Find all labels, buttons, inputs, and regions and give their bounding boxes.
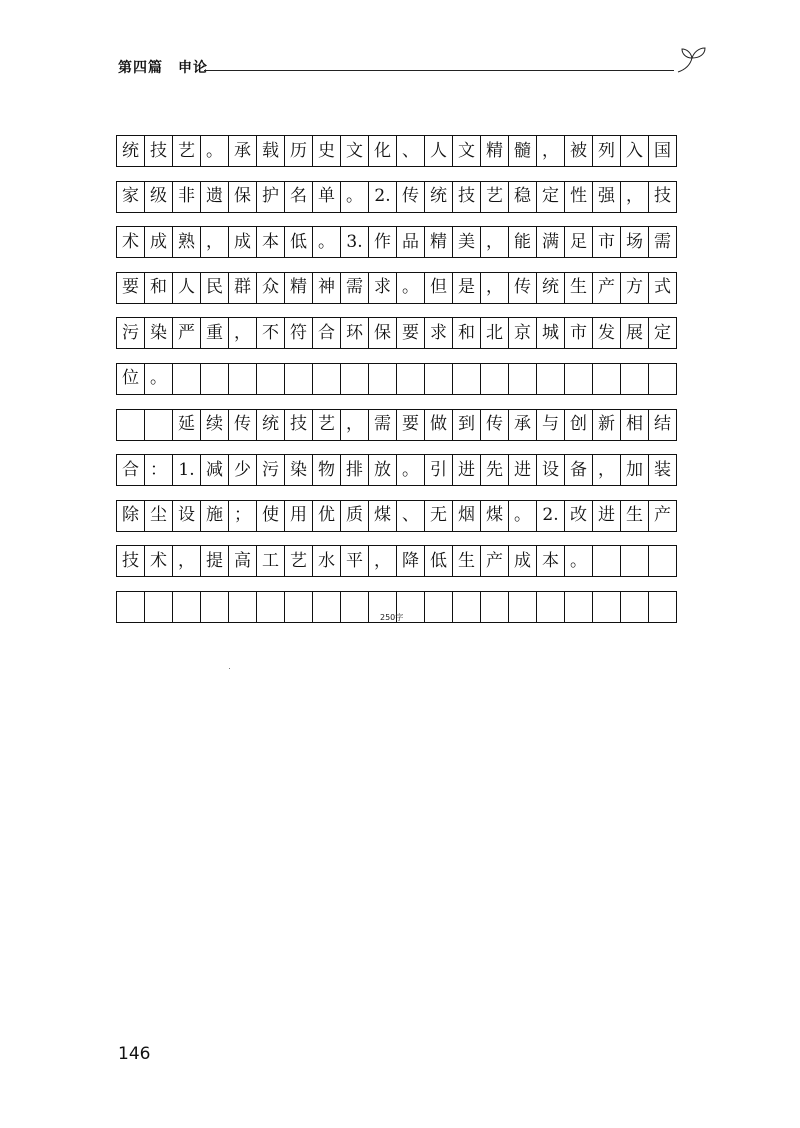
grid-cell: 艺	[313, 410, 341, 440]
grid-cell: 产	[593, 273, 621, 303]
grid-cell: 。	[397, 455, 425, 485]
grid-cell: 和	[453, 318, 481, 348]
grid-cell: 能	[509, 227, 537, 257]
grid-cell	[425, 364, 453, 394]
grid-cell: 无	[425, 501, 453, 531]
grid-cell: 国	[649, 136, 677, 166]
grid-cell: 髓	[509, 136, 537, 166]
grid-cell: 强	[593, 182, 621, 212]
grid-row	[116, 409, 677, 441]
grid-cell	[285, 364, 313, 394]
grid-cell: 众	[257, 273, 285, 303]
grid-cell: ，	[341, 410, 369, 440]
grid-cell	[201, 364, 229, 394]
grid-cell: 被	[565, 136, 593, 166]
grid-cell	[313, 364, 341, 394]
grid-cell	[621, 592, 649, 622]
grid-cell: 技	[145, 136, 173, 166]
grid-cell: 足	[565, 227, 593, 257]
grid-cell: 名	[285, 182, 313, 212]
grid-cell: 加	[621, 455, 649, 485]
grid-cell: 单	[313, 182, 341, 212]
grid-cell: 成	[509, 546, 537, 576]
grid-cell	[117, 410, 145, 440]
grid-cell: 高	[229, 546, 257, 576]
grid-cell: 备	[565, 455, 593, 485]
grid-cell: 低	[285, 227, 313, 257]
grid-cell: 入	[621, 136, 649, 166]
grid-cell: 符	[285, 318, 313, 348]
grid-cell: 传	[481, 410, 509, 440]
grid-cell: 定	[537, 182, 565, 212]
grid-cell: 生	[453, 546, 481, 576]
grid-cell: 术	[117, 227, 145, 257]
grid-cell: 要	[397, 410, 425, 440]
grid-cell: 放	[369, 455, 397, 485]
grid-cell: 是	[453, 273, 481, 303]
grid-cell: 展	[621, 318, 649, 348]
grid-cell: 家	[117, 182, 145, 212]
grid-cell: 美	[453, 227, 481, 257]
grid-cell: 煤	[481, 501, 509, 531]
grid-cell: 做	[425, 410, 453, 440]
grid-cell: 先	[481, 455, 509, 485]
grid-cell: 统	[117, 136, 145, 166]
grid-cell: ，	[537, 136, 565, 166]
grid-cell	[313, 592, 341, 622]
grid-cell: 污	[257, 455, 285, 485]
grid-cell: ，	[369, 546, 397, 576]
grid-cell	[649, 592, 677, 622]
grid-cell: 质	[341, 501, 369, 531]
grid-cell: 非	[173, 182, 201, 212]
page-number: 146	[118, 1044, 151, 1064]
grid-cell: 载	[257, 136, 285, 166]
grid-row	[116, 500, 677, 532]
grid-cell: 技	[117, 546, 145, 576]
grid-cell: 传	[229, 410, 257, 440]
grid-cell	[509, 592, 537, 622]
grid-cell: 传	[509, 273, 537, 303]
grid-cell: 煤	[369, 501, 397, 531]
grid-cell	[229, 592, 257, 622]
grid-row	[116, 135, 677, 167]
grid-cell: 求	[369, 273, 397, 303]
character-count-label: 250字	[380, 613, 404, 622]
grid-cell	[117, 592, 145, 622]
grid-cell: 进	[453, 455, 481, 485]
grid-cell	[257, 592, 285, 622]
sprout-icon	[674, 44, 710, 74]
grid-cell: 史	[313, 136, 341, 166]
grid-cell: 品	[397, 227, 425, 257]
grid-cell: 延	[173, 410, 201, 440]
grid-cell: 产	[481, 546, 509, 576]
grid-cell: 设	[173, 501, 201, 531]
grid-cell: 需	[369, 410, 397, 440]
grid-cell: 稳	[509, 182, 537, 212]
grid-cell: 技	[649, 182, 677, 212]
grid-cell: 重	[201, 318, 229, 348]
grid-cell: 成	[229, 227, 257, 257]
grid-cell: 艺	[173, 136, 201, 166]
grid-cell: 级	[145, 182, 173, 212]
grid-cell: 3.	[341, 227, 369, 257]
grid-cell: 产	[649, 501, 677, 531]
grid-cell	[453, 364, 481, 394]
grid-cell: 用	[285, 501, 313, 531]
grid-cell: 遗	[201, 182, 229, 212]
grid-cell: 水	[313, 546, 341, 576]
grid-cell: 人	[425, 136, 453, 166]
grid-cell: 性	[565, 182, 593, 212]
page-header	[118, 60, 708, 84]
grid-cell	[565, 364, 593, 394]
scan-speck	[229, 668, 230, 669]
grid-cell: 北	[481, 318, 509, 348]
header-rule	[204, 70, 674, 71]
grid-cell: 和	[145, 273, 173, 303]
grid-cell	[341, 592, 369, 622]
grid-cell: 群	[229, 273, 257, 303]
grid-cell: 市	[593, 227, 621, 257]
grid-row	[116, 272, 677, 304]
grid-cell: 人	[173, 273, 201, 303]
grid-cell	[257, 364, 285, 394]
grid-cell: 护	[257, 182, 285, 212]
grid-cell: 艺	[481, 182, 509, 212]
grid-cell: 不	[257, 318, 285, 348]
grid-cell: ，	[481, 227, 509, 257]
grid-cell: ，	[201, 227, 229, 257]
grid-cell: 艺	[285, 546, 313, 576]
grid-cell: 到	[453, 410, 481, 440]
grid-cell: 2.	[369, 182, 397, 212]
grid-cell: 2.	[537, 501, 565, 531]
grid-cell: 优	[313, 501, 341, 531]
grid-cell	[481, 592, 509, 622]
grid-cell	[565, 592, 593, 622]
grid-cell: 熟	[173, 227, 201, 257]
grid-cell: 1.	[173, 455, 201, 485]
grid-cell	[509, 364, 537, 394]
grid-cell: 烟	[453, 501, 481, 531]
grid-cell: 环	[341, 318, 369, 348]
grid-row	[116, 181, 677, 213]
grid-cell: 提	[201, 546, 229, 576]
grid-cell	[453, 592, 481, 622]
grid-cell: 场	[621, 227, 649, 257]
grid-cell: 续	[201, 410, 229, 440]
grid-cell	[537, 364, 565, 394]
grid-cell: 要	[397, 318, 425, 348]
grid-cell: 工	[257, 546, 285, 576]
grid-cell	[285, 592, 313, 622]
grid-cell: 、	[397, 136, 425, 166]
grid-cell: 装	[649, 455, 677, 485]
grid-cell: 污	[117, 318, 145, 348]
grid-cell	[621, 364, 649, 394]
grid-cell	[145, 592, 173, 622]
writing-grid	[116, 135, 677, 637]
grid-cell: 需	[341, 273, 369, 303]
grid-cell: 降	[397, 546, 425, 576]
grid-cell: 精	[285, 273, 313, 303]
grid-cell: 精	[481, 136, 509, 166]
grid-cell: 历	[285, 136, 313, 166]
grid-cell	[621, 546, 649, 576]
grid-cell	[173, 592, 201, 622]
grid-cell: 列	[593, 136, 621, 166]
grid-cell: 本	[537, 546, 565, 576]
grid-cell	[341, 364, 369, 394]
grid-cell: 结	[649, 410, 677, 440]
grid-cell: ，	[173, 546, 201, 576]
grid-cell	[201, 592, 229, 622]
grid-cell: 精	[425, 227, 453, 257]
grid-cell	[145, 410, 173, 440]
grid-cell: 。	[397, 273, 425, 303]
grid-cell: 城	[537, 318, 565, 348]
grid-cell: 需	[649, 227, 677, 257]
grid-cell: 平	[341, 546, 369, 576]
grid-cell: 技	[285, 410, 313, 440]
grid-cell: 传	[397, 182, 425, 212]
grid-cell: 要	[117, 273, 145, 303]
grid-cell: 严	[173, 318, 201, 348]
grid-cell: 创	[565, 410, 593, 440]
grid-cell: 满	[537, 227, 565, 257]
grid-cell: 。	[145, 364, 173, 394]
grid-cell: 神	[313, 273, 341, 303]
grid-cell: 改	[565, 501, 593, 531]
grid-cell: 。	[313, 227, 341, 257]
grid-cell: 式	[649, 273, 677, 303]
grid-cell	[649, 364, 677, 394]
grid-cell: 技	[453, 182, 481, 212]
grid-cell: 。	[565, 546, 593, 576]
grid-cell: 。	[341, 182, 369, 212]
grid-cell	[593, 592, 621, 622]
grid-cell: 施	[201, 501, 229, 531]
grid-cell: 求	[425, 318, 453, 348]
grid-cell: 生	[565, 273, 593, 303]
grid-cell: 设	[537, 455, 565, 485]
grid-cell: 保	[369, 318, 397, 348]
grid-cell	[537, 592, 565, 622]
grid-cell: 保	[229, 182, 257, 212]
grid-cell: 统	[257, 410, 285, 440]
grid-cell: 物	[313, 455, 341, 485]
grid-cell: 位	[117, 364, 145, 394]
grid-cell: ，	[621, 182, 649, 212]
grid-cell: 承	[509, 410, 537, 440]
grid-cell	[481, 364, 509, 394]
grid-cell: 作	[369, 227, 397, 257]
grid-cell: 染	[145, 318, 173, 348]
grid-cell: 进	[593, 501, 621, 531]
grid-cell: 、	[397, 501, 425, 531]
grid-cell	[593, 546, 621, 576]
grid-cell: 染	[285, 455, 313, 485]
grid-row	[116, 545, 677, 577]
grid-cell: 排	[341, 455, 369, 485]
grid-cell	[397, 364, 425, 394]
grid-cell: 除	[117, 501, 145, 531]
grid-cell: 方	[621, 273, 649, 303]
grid-cell: 低	[425, 546, 453, 576]
grid-cell: 。	[509, 501, 537, 531]
grid-row	[116, 363, 677, 395]
grid-cell: ：	[145, 455, 173, 485]
grid-cell: ，	[229, 318, 257, 348]
grid-cell: 成	[145, 227, 173, 257]
grid-cell: 与	[537, 410, 565, 440]
grid-cell: 尘	[145, 501, 173, 531]
grid-cell: 相	[621, 410, 649, 440]
grid-cell: 文	[341, 136, 369, 166]
grid-cell: 市	[565, 318, 593, 348]
grid-cell: ，	[593, 455, 621, 485]
grid-row	[116, 317, 677, 349]
grid-cell: 合	[117, 455, 145, 485]
grid-cell: 生	[621, 501, 649, 531]
grid-cell: 本	[257, 227, 285, 257]
grid-cell: ；	[229, 501, 257, 531]
grid-row	[116, 226, 677, 258]
grid-cell: 统	[425, 182, 453, 212]
grid-cell: 使	[257, 501, 285, 531]
grid-cell: 。	[201, 136, 229, 166]
grid-cell: 术	[145, 546, 173, 576]
grid-cell: 承	[229, 136, 257, 166]
grid-cell	[229, 364, 257, 394]
grid-cell	[593, 364, 621, 394]
grid-cell: 文	[453, 136, 481, 166]
grid-cell	[425, 592, 453, 622]
grid-cell: 京	[509, 318, 537, 348]
grid-cell: 减	[201, 455, 229, 485]
grid-cell: 化	[369, 136, 397, 166]
section-title: 第四篇 申论	[118, 60, 208, 76]
grid-row	[116, 454, 677, 486]
grid-cell	[173, 364, 201, 394]
grid-cell: 统	[537, 273, 565, 303]
grid-cell: 引	[425, 455, 453, 485]
grid-cell: 进	[509, 455, 537, 485]
grid-cell: 合	[313, 318, 341, 348]
grid-cell: 少	[229, 455, 257, 485]
grid-cell	[369, 364, 397, 394]
grid-cell: 发	[593, 318, 621, 348]
grid-cell: 新	[593, 410, 621, 440]
grid-cell: 民	[201, 273, 229, 303]
grid-cell: ，	[481, 273, 509, 303]
grid-cell	[649, 546, 677, 576]
grid-cell: 定	[649, 318, 677, 348]
grid-cell: 但	[425, 273, 453, 303]
